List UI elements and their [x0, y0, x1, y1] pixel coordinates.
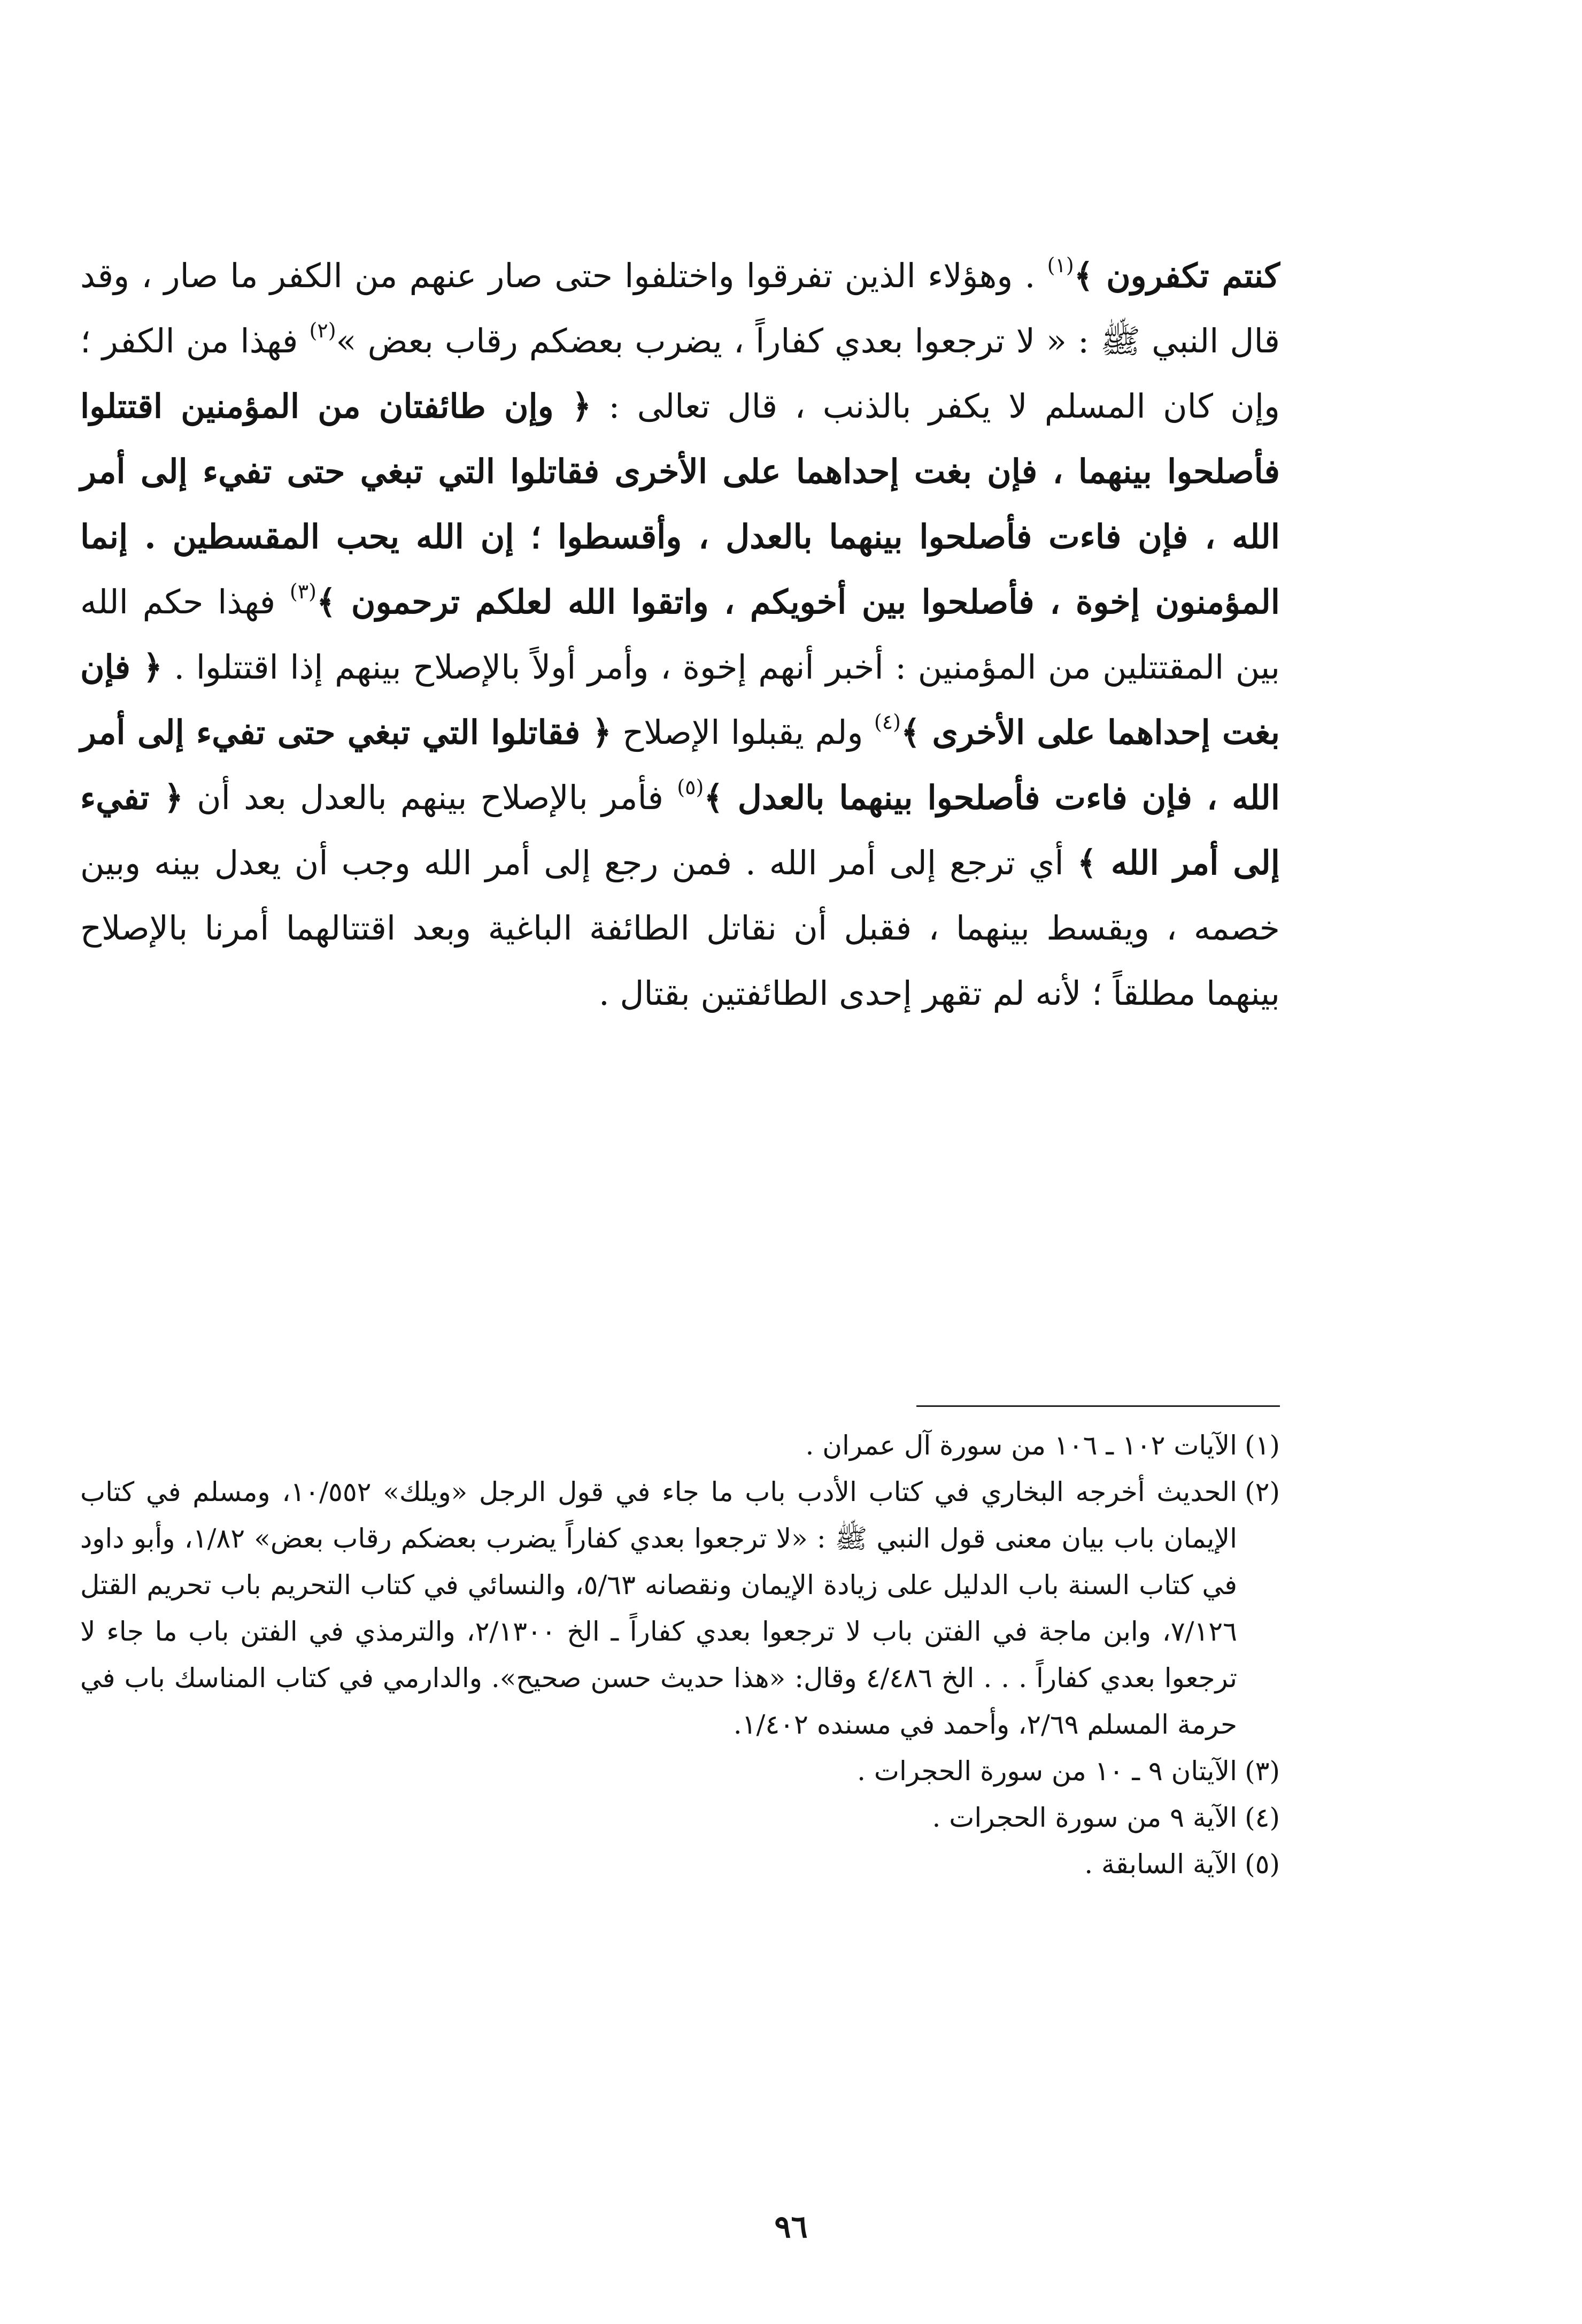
quran-verse: ﴿ فإن بغت إحداهما على الأخرى ﴾	[80, 648, 1280, 752]
footnote-ref: (٢)	[309, 319, 336, 342]
footnote-ref: (٣)	[289, 580, 317, 603]
footnote-ref: (٥)	[677, 775, 704, 799]
quran-verse: ﴿ وإن طائفتان من المؤمنين اقتتلوا فأصلحوا بينهما ، فإن بغت إحداهما على الأخرى فقاتلوا التي تبغي حتى تفيء إلى أمر الله ، فإن فاءت فأصلحوا بينهما بالعدل ، وأقسطوا ؛ إن الله يحب المقسطين . إنما المؤمنون إخوة ، فأصلحوا بين أخويكم ، واتقوا الله لعلكم ترحمون ﴾	[80, 387, 1280, 621]
quran-verse: ﴿ تفيء إلى أمر الله ﴾	[80, 778, 1280, 882]
footnote-number: (٢)	[1245, 1476, 1280, 1507]
text-segment: . وهؤلاء الذين تفرقوا واختلفوا حتى صار عنهم من الكفر ما صار ، وقد قال النبي ﷺ : « لا ترجعوا بعدي كفاراً ، يضرب بعضكم رقاب بعض »	[80, 256, 1280, 360]
page-number: ٩٦	[774, 2208, 808, 2245]
footnote-text: الآيتان ٩ ـ ١٠ من سورة الحجرات .	[857, 1756, 1237, 1787]
footnote-text: الآية السابقة .	[1084, 1849, 1237, 1880]
footnote-number: (٣)	[1245, 1756, 1280, 1787]
text-segment: فهذا من الكفر ؛ وإن كان المسلم لا يكفر بالذنب ، قال تعالى :	[80, 321, 1280, 426]
footnote-number: (٤)	[1245, 1802, 1280, 1833]
footnotes	[80, 1422, 1280, 1888]
text-segment: فأمر بالإصلاح بينهم بالعدل بعد أن	[183, 778, 677, 817]
footnote-text: الآيات ١٠٢ ـ ١٠٦ من سورة آل عمران .	[805, 1430, 1237, 1461]
footnote-divider	[916, 1405, 1280, 1407]
main-text	[80, 243, 1280, 1026]
text-segment: فهذا حكم الله بين المقتتلين من المؤمنين : أخبر أنهم إخوة ، وأمر أولاً بالإصلاح بينهم إذا اقتتلوا .	[80, 582, 1280, 687]
footnote-item	[80, 1841, 1280, 1888]
footnote-text: الآية ٩ من سورة الحجرات .	[932, 1802, 1237, 1833]
footnote-item	[80, 1795, 1280, 1841]
text-segment: كنتم تكفرون ﴾	[1074, 256, 1280, 295]
footnote-item	[80, 1748, 1280, 1795]
text-segment: ولم يقبلوا الإصلاح	[611, 713, 874, 752]
text-segment: أي ترجع إلى أمر الله . فمن رجع إلى أمر الله وجب أن يعدل بينه وبين خصمه ، ويقسط بينهما ، فقبل أن نقاتل الطائفة الباغية وبعد اقتتالهما أمرنا بالإصلاح بينهما مطلقاً ؛ لأنه لم تقهر إحدى الطائفتين بقتال .	[80, 843, 1280, 1013]
footnote-item	[80, 1422, 1280, 1469]
footnote-ref: (٤)	[874, 710, 901, 734]
footnote-ref: (١)	[1047, 253, 1074, 277]
quran-verse: ﴿ فقاتلوا التي تبغي حتى تفيء إلى أمر الله ، فإن فاءت فأصلحوا بينهما بالعدل ﴾	[80, 713, 1280, 817]
footnote-number: (٥)	[1245, 1849, 1280, 1880]
footnote-number: (١)	[1245, 1430, 1280, 1461]
footnote-item	[80, 1469, 1280, 1748]
footnote-text: الحديث أخرجه البخاري في كتاب الأدب باب ما جاء في قول الرجل «ويلك» ١٠/٥٥٢، ومسلم في كتاب الإيمان باب بيان معنى قول النبي ﷺ : «لا ترجعوا بعدي كفاراً يضرب بعضكم رقاب بعض» ١/٨٢، وأبو داود في كتاب السنة باب الدليل على زيادة الإيمان ونقصانه ٥/٦٣، والنسائي في كتاب التحريم باب تحريم القتل ٧/١٢٦، وابن ماجة في الفتن باب لا ترجعوا بعدي كفاراً ـ الخ ٢/١٣٠٠، والترمذي في الفتن باب ما جاء لا ترجعوا بعدي كفاراً . . . الخ ٤/٤٨٦ وقال: «هذا حديث حسن صحيح». والدارمي في كتاب المناسك باب في حرمة المسلم ٢/٦٩، وأحمد في مسنده ١/٤٠٢.	[80, 1476, 1238, 1740]
